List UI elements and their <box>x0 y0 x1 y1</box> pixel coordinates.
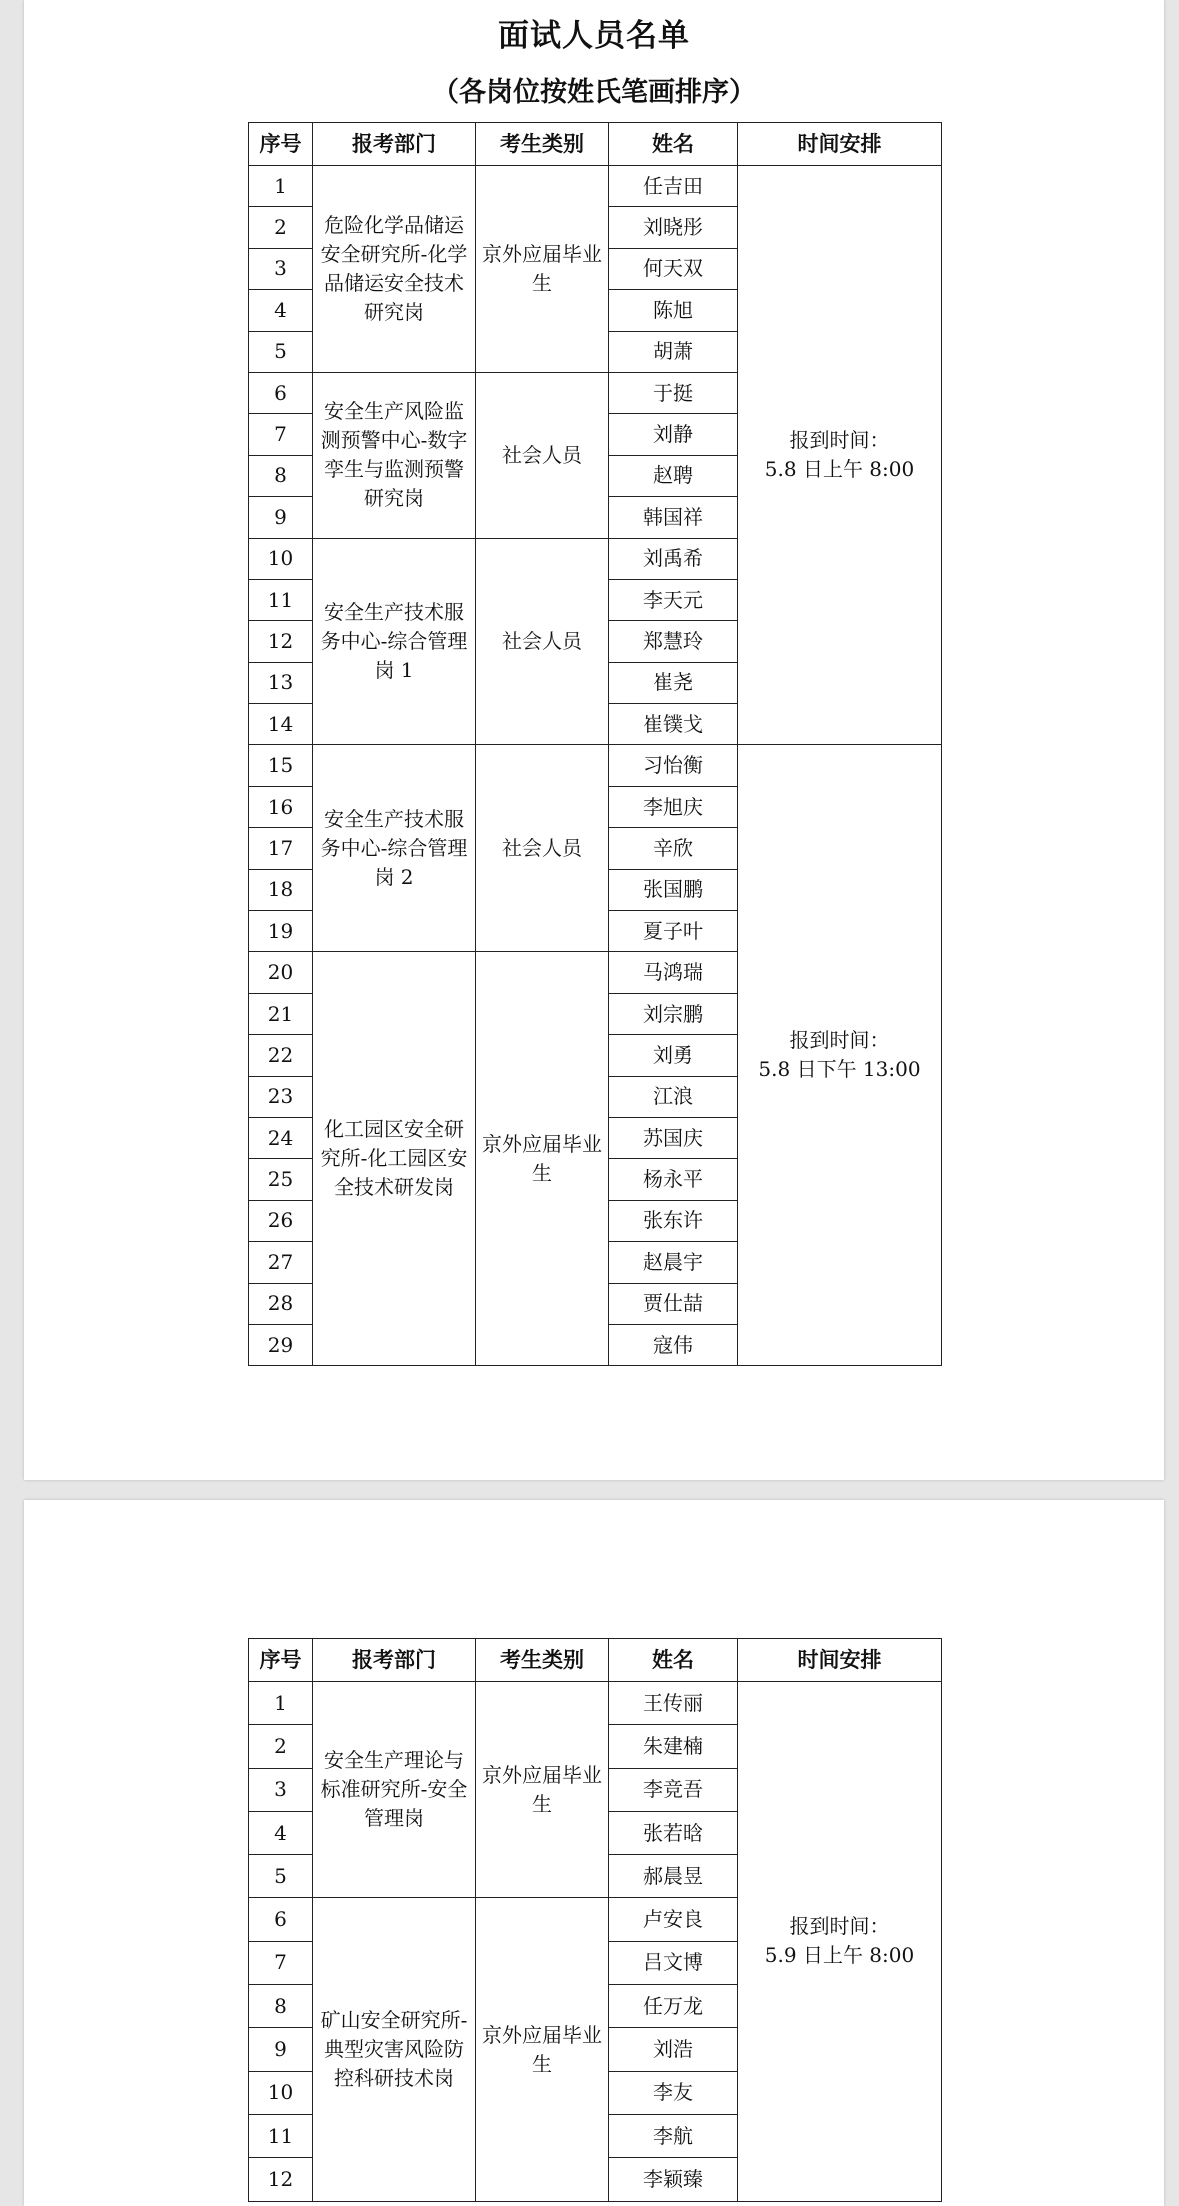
candidate-name: 赵晨宇 <box>609 1242 738 1283</box>
department-cell: 安全生产理论与标准研究所-安全管理岗 <box>313 1682 476 1898</box>
row-number: 3 <box>249 248 313 289</box>
row-number: 5 <box>249 1855 313 1898</box>
department-cell: 危险化学品储运安全研究所-化学品储运安全技术研究岗 <box>313 166 476 373</box>
candidate-name: 辛欣 <box>609 828 738 869</box>
category-cell: 社会人员 <box>476 372 609 538</box>
department-cell: 化工园区安全研究所-化工园区安全技术研发岗 <box>313 952 476 1366</box>
row-number: 15 <box>249 745 313 786</box>
candidate-name: 刘宗鹏 <box>609 993 738 1034</box>
row-number: 2 <box>249 1725 313 1768</box>
time-cell <box>738 745 942 1366</box>
candidate-name: 刘浩 <box>609 2028 738 2071</box>
row-number: 21 <box>249 993 313 1034</box>
document-page-1 <box>24 0 1164 1480</box>
row-number: 29 <box>249 1324 313 1365</box>
table-row <box>249 745 942 786</box>
category-cell: 京外应届毕业生 <box>476 1682 609 1898</box>
candidate-name: 张若晗 <box>609 1811 738 1854</box>
candidate-name: 吕文博 <box>609 1941 738 1984</box>
time-cell <box>738 166 942 745</box>
row-number: 11 <box>249 579 313 620</box>
table-header-row <box>249 123 942 166</box>
candidate-name: 王传丽 <box>609 1682 738 1725</box>
header-category: 考生类别 <box>476 1639 609 1682</box>
table-row <box>249 166 942 207</box>
candidate-name: 任万龙 <box>609 1985 738 2028</box>
candidate-name: 李竞吾 <box>609 1768 738 1811</box>
row-number: 10 <box>249 2071 313 2114</box>
header-number: 序号 <box>249 1639 313 1682</box>
row-number: 12 <box>249 621 313 662</box>
candidate-name: 任吉田 <box>609 166 738 207</box>
candidate-name: 刘晓彤 <box>609 207 738 248</box>
row-number: 23 <box>249 1076 313 1117</box>
row-number: 1 <box>249 1682 313 1725</box>
candidate-name: 于挺 <box>609 372 738 413</box>
candidate-name: 刘静 <box>609 414 738 455</box>
document-title: 面试人员名单 <box>498 18 690 54</box>
candidate-name: 胡萧 <box>609 331 738 372</box>
header-name: 姓名 <box>609 1639 738 1682</box>
document-subtitle: （各岗位按姓氏笔画排序） <box>432 77 756 108</box>
candidate-name: 赵聘 <box>609 455 738 496</box>
time-value: 5.8 日下午 13:00 <box>758 1057 921 1082</box>
department-cell: 安全生产技术服务中心-综合管理岗 2 <box>313 745 476 952</box>
header-time: 时间安排 <box>738 1639 942 1682</box>
row-number: 24 <box>249 1117 313 1158</box>
row-number: 6 <box>249 1898 313 1941</box>
row-number: 6 <box>249 372 313 413</box>
candidate-name: 朱建楠 <box>609 1725 738 1768</box>
row-number: 17 <box>249 828 313 869</box>
row-number: 2 <box>249 207 313 248</box>
category-cell: 京外应届毕业生 <box>476 1898 609 2201</box>
candidate-name: 韩国祥 <box>609 497 738 538</box>
category-cell: 京外应届毕业生 <box>476 952 609 1366</box>
table-header-row <box>249 1639 942 1682</box>
row-number: 18 <box>249 869 313 910</box>
time-cell <box>738 1682 942 2202</box>
row-number: 5 <box>249 331 313 372</box>
row-number: 16 <box>249 786 313 827</box>
candidate-name: 李天元 <box>609 579 738 620</box>
time-value: 5.9 日上午 8:00 <box>764 1943 915 1968</box>
row-number: 7 <box>249 1941 313 1984</box>
row-number: 19 <box>249 911 313 952</box>
candidate-name: 江浪 <box>609 1076 738 1117</box>
row-number: 1 <box>249 166 313 207</box>
row-number: 27 <box>249 1242 313 1283</box>
interview-roster-table-2 <box>248 1638 942 2202</box>
candidate-name: 郑慧玲 <box>609 621 738 662</box>
category-cell: 社会人员 <box>476 538 609 745</box>
row-number: 28 <box>249 1283 313 1324</box>
header-number: 序号 <box>249 123 313 166</box>
candidate-name: 李友 <box>609 2071 738 2114</box>
time-label: 报到时间： <box>789 1914 890 1939</box>
row-number: 25 <box>249 1159 313 1200</box>
document-page-2 <box>24 1500 1164 2206</box>
candidate-name: 刘勇 <box>609 1035 738 1076</box>
row-number: 20 <box>249 952 313 993</box>
candidate-name: 李颖臻 <box>609 2158 738 2201</box>
candidate-name: 贾仕喆 <box>609 1283 738 1324</box>
time-label: 报到时间： <box>789 428 890 453</box>
interview-roster-table-1 <box>248 122 942 1366</box>
candidate-name: 何天双 <box>609 248 738 289</box>
row-number: 12 <box>249 2158 313 2201</box>
candidate-name: 张东许 <box>609 1200 738 1241</box>
row-number: 4 <box>249 290 313 331</box>
candidate-name: 郝晨昱 <box>609 1855 738 1898</box>
table-row <box>249 1682 942 1725</box>
row-number: 13 <box>249 662 313 703</box>
row-number: 9 <box>249 497 313 538</box>
candidate-name: 习怡衡 <box>609 745 738 786</box>
row-number: 7 <box>249 414 313 455</box>
row-number: 11 <box>249 2114 313 2157</box>
department-cell: 安全生产风险监测预警中心-数字孪生与监测预警研究岗 <box>313 372 476 538</box>
candidate-name: 夏子叶 <box>609 911 738 952</box>
category-cell: 社会人员 <box>476 745 609 952</box>
time-label: 报到时间： <box>789 1028 890 1053</box>
header-department: 报考部门 <box>313 1639 476 1682</box>
row-number: 26 <box>249 1200 313 1241</box>
row-number: 4 <box>249 1811 313 1854</box>
row-number: 14 <box>249 704 313 745</box>
row-number: 9 <box>249 2028 313 2071</box>
row-number: 10 <box>249 538 313 579</box>
candidate-name: 李航 <box>609 2114 738 2157</box>
row-number: 8 <box>249 455 313 496</box>
header-time: 时间安排 <box>738 123 942 166</box>
candidate-name: 刘禹希 <box>609 538 738 579</box>
candidate-name: 崔镤戈 <box>609 704 738 745</box>
header-department: 报考部门 <box>313 123 476 166</box>
candidate-name: 杨永平 <box>609 1159 738 1200</box>
header-category: 考生类别 <box>476 123 609 166</box>
row-number: 3 <box>249 1768 313 1811</box>
category-cell: 京外应届毕业生 <box>476 166 609 373</box>
candidate-name: 苏国庆 <box>609 1117 738 1158</box>
candidate-name: 崔尧 <box>609 662 738 703</box>
candidate-name: 张国鹏 <box>609 869 738 910</box>
candidate-name: 卢安良 <box>609 1898 738 1941</box>
time-value: 5.8 日上午 8:00 <box>764 457 915 482</box>
candidate-name: 陈旭 <box>609 290 738 331</box>
candidate-name: 寇伟 <box>609 1324 738 1365</box>
department-cell: 矿山安全研究所-典型灾害风险防控科研技术岗 <box>313 1898 476 2201</box>
candidate-name: 李旭庆 <box>609 786 738 827</box>
candidate-name: 马鸿瑞 <box>609 952 738 993</box>
department-cell: 安全生产技术服务中心-综合管理岗 1 <box>313 538 476 745</box>
row-number: 22 <box>249 1035 313 1076</box>
row-number: 8 <box>249 1985 313 2028</box>
header-name: 姓名 <box>609 123 738 166</box>
